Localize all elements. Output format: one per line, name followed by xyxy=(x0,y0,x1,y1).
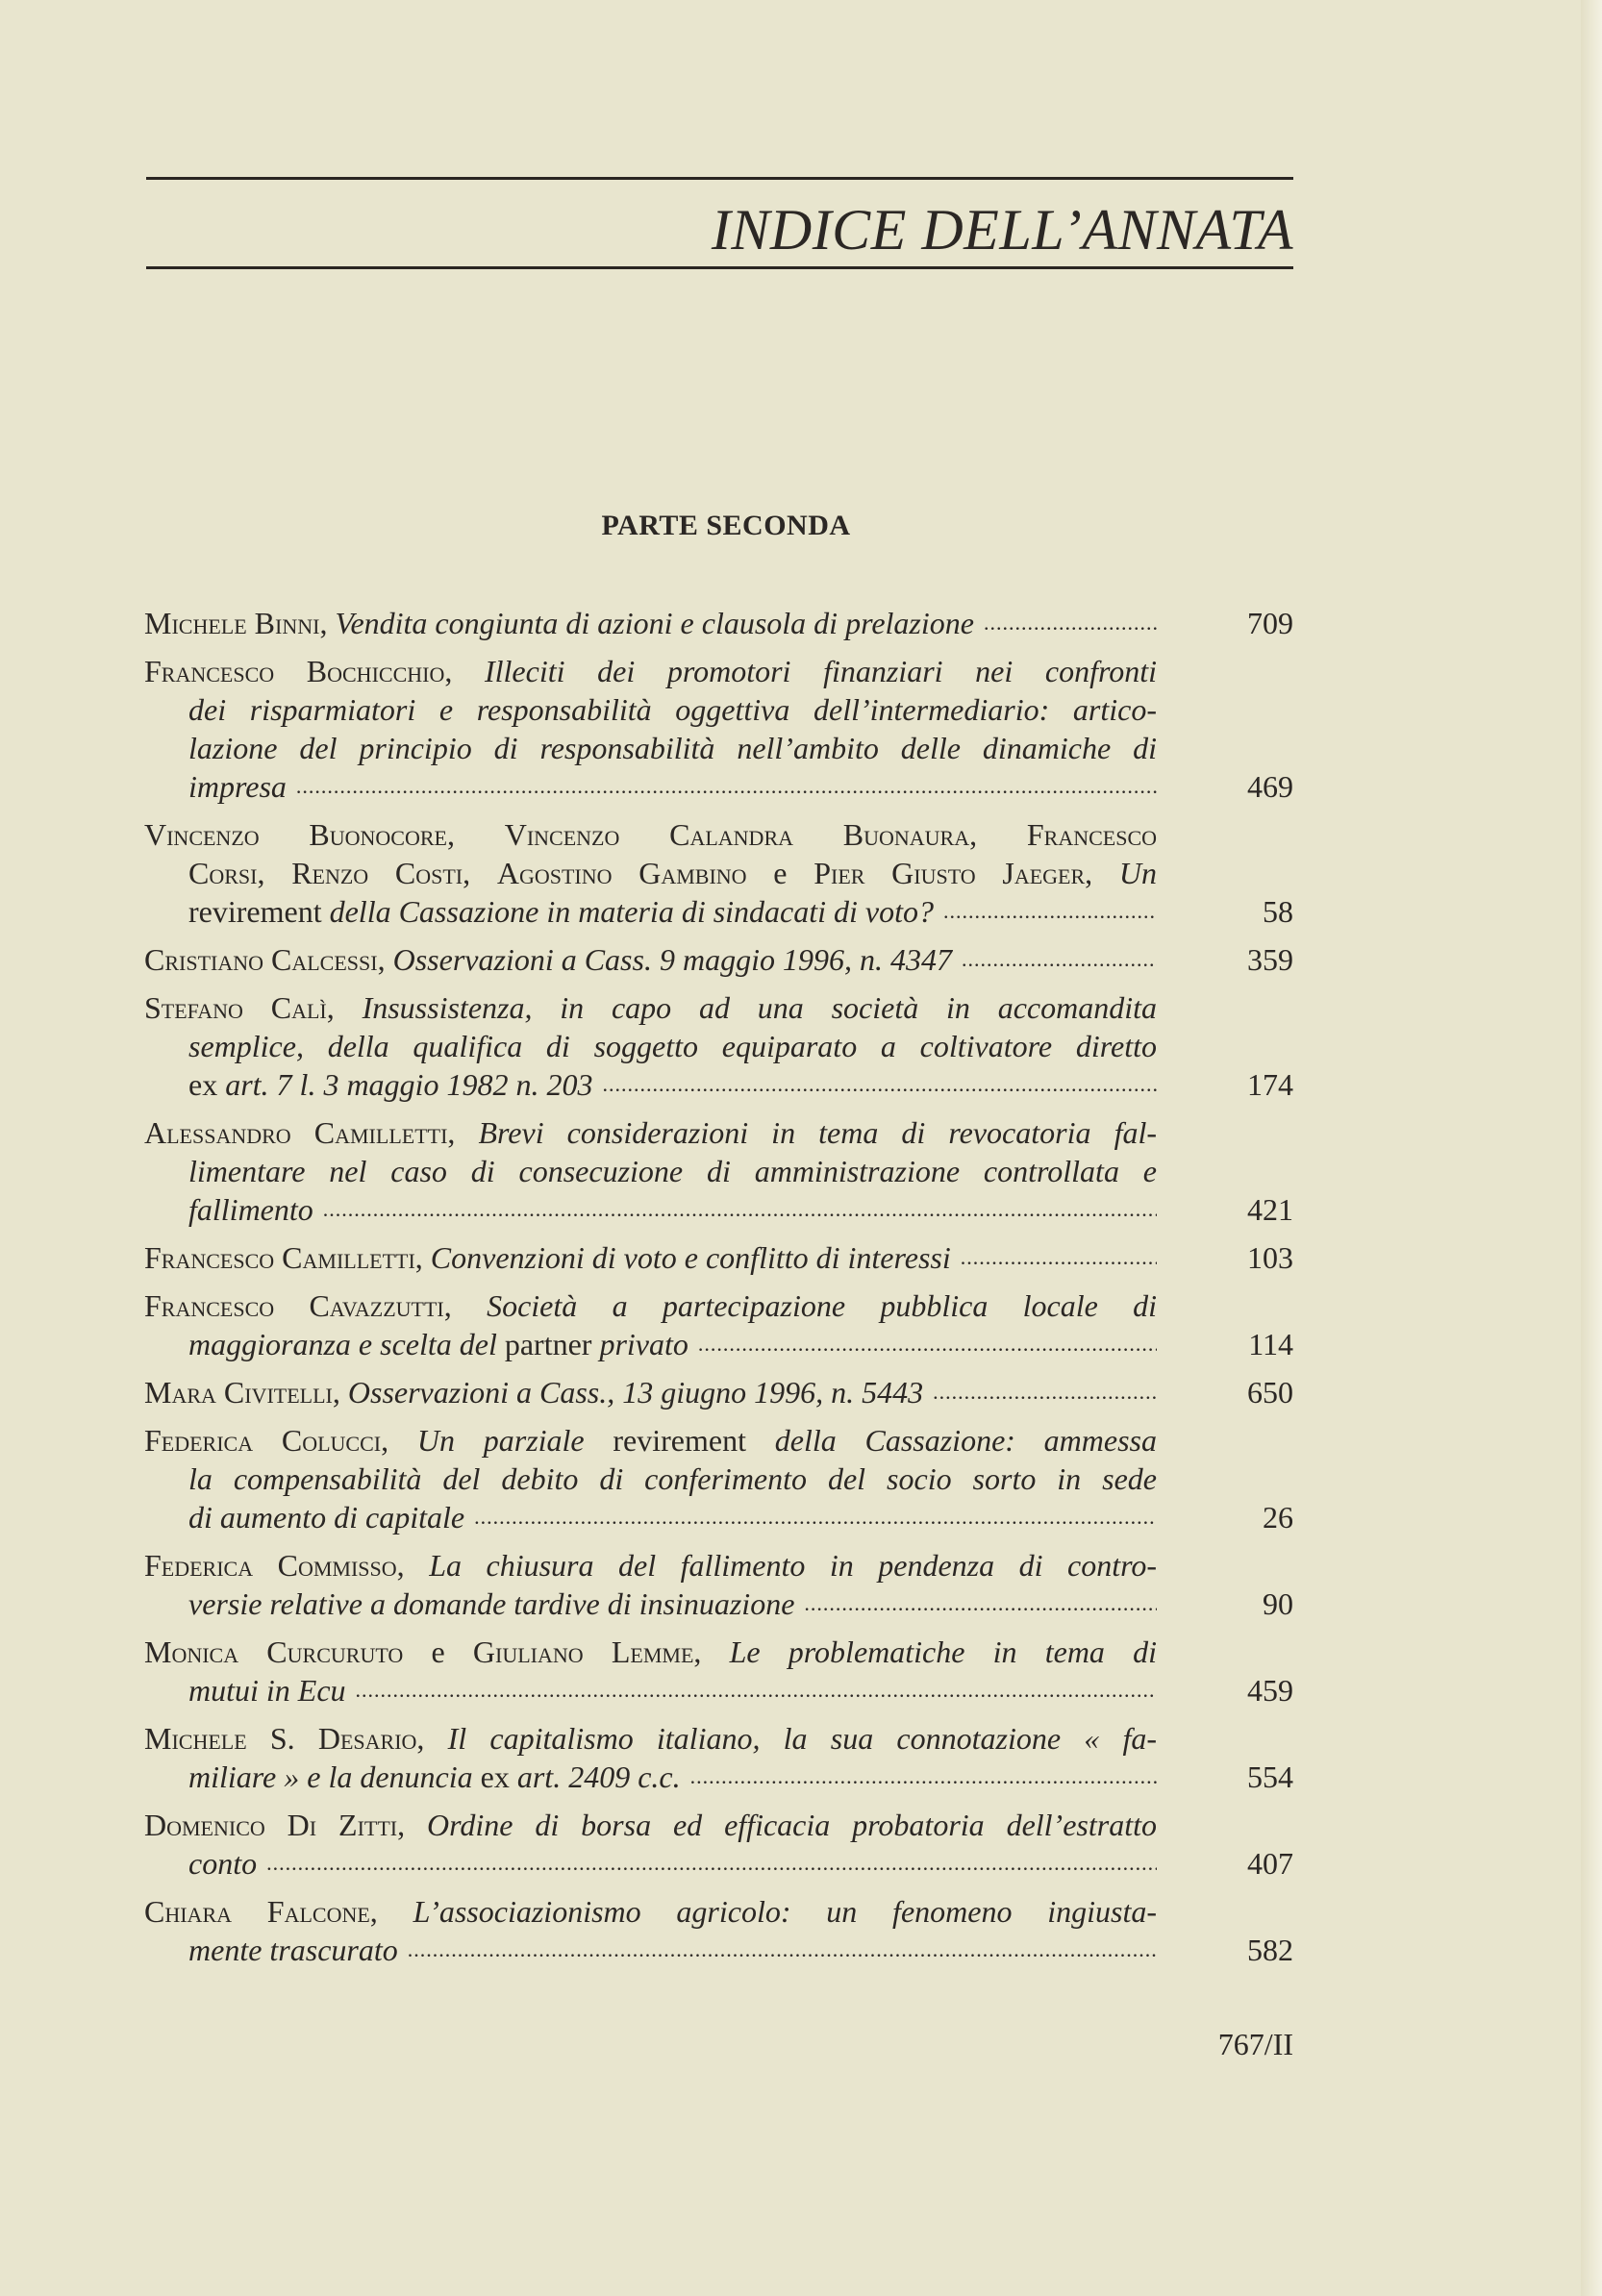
article-title: versie relative a domande tardive di insinuazione xyxy=(188,1586,795,1621)
entry-text xyxy=(144,1373,1157,1411)
entry-line xyxy=(144,1373,1157,1411)
author-name: Cristiano Calcessi xyxy=(144,942,378,977)
entry-line xyxy=(144,1931,1157,1969)
entry-line xyxy=(144,1671,1157,1710)
article-title: Convenzioni di voto e conflitto di interessi xyxy=(430,1240,951,1275)
entry-line xyxy=(144,1806,1157,1844)
article-title: Osservazioni a Cass. 9 maggio 1996, n. 4347 xyxy=(392,942,952,977)
index-entry xyxy=(144,1892,1293,1969)
article-title: lazione del principio di responsabilità nell’ambito delle dinamiche di xyxy=(188,731,1157,765)
entry-line-text xyxy=(188,1931,398,1969)
author-name: Francesco Camilletti xyxy=(144,1240,415,1275)
article-title: dei risparmiatori e responsabilità oggettiva dell’intermediario: artico- xyxy=(188,692,1157,727)
entry-text xyxy=(144,1892,1157,1969)
article-title: Un parziale xyxy=(416,1423,613,1458)
article-title: semplice, della qualifica di soggetto equiparato a coltivatore diretto xyxy=(188,1029,1157,1063)
index-entry xyxy=(144,1373,1293,1411)
article-title: fallimento xyxy=(188,1192,313,1227)
author-name: Vincenzo Calandra Buonaura xyxy=(504,817,970,852)
text-segment: , xyxy=(463,856,497,890)
article-title: conto xyxy=(188,1846,258,1881)
entry-line-text xyxy=(188,1325,688,1363)
entry-line xyxy=(144,1190,1157,1229)
entry-line xyxy=(144,815,1157,854)
text-segment: , xyxy=(444,654,485,688)
text-segment: partner xyxy=(504,1327,592,1361)
dot-leader xyxy=(943,892,1157,931)
page-number: 421 xyxy=(1247,1192,1293,1227)
author-name: Alessandro Camilletti xyxy=(144,1115,448,1150)
entry-text xyxy=(144,1546,1157,1623)
title-rule-top xyxy=(146,177,1293,180)
author-name: Monica Curcuruto xyxy=(144,1635,404,1669)
entry-line xyxy=(144,652,1157,690)
text-segment: , xyxy=(693,1635,730,1669)
page-number: 103 xyxy=(1247,1240,1293,1275)
page-number: 582 xyxy=(1247,1933,1293,1967)
text-segment: , xyxy=(397,1808,427,1842)
entry-line-text xyxy=(144,604,974,642)
page-number: 650 xyxy=(1247,1375,1293,1410)
entry-line-text xyxy=(188,767,287,806)
page-number: 407 xyxy=(1247,1846,1293,1881)
text-segment: , xyxy=(446,817,505,852)
entry-line xyxy=(144,1238,1157,1277)
dot-leader xyxy=(323,1190,1157,1229)
entry-line xyxy=(144,1758,1157,1796)
index-entry xyxy=(144,1806,1293,1883)
page-number: 26 xyxy=(1263,1500,1293,1535)
entry-line xyxy=(144,1460,1157,1498)
entry-text xyxy=(144,1633,1157,1710)
index-entry xyxy=(144,652,1293,806)
entry-line xyxy=(144,1585,1157,1623)
text-segment: , xyxy=(969,817,1027,852)
text-segment: , xyxy=(381,1423,417,1458)
entry-line xyxy=(144,604,1157,642)
entry-text xyxy=(144,815,1157,931)
author-name: Giuliano Lemme xyxy=(472,1635,694,1669)
entry-line xyxy=(144,1065,1157,1104)
index-entry xyxy=(144,604,1293,642)
page-number: 90 xyxy=(1263,1586,1293,1621)
author-name: Renzo Costi xyxy=(291,856,463,890)
index-entry xyxy=(144,1546,1293,1623)
page-number: 459 xyxy=(1247,1673,1293,1708)
dot-leader xyxy=(804,1585,1157,1623)
entry-line xyxy=(144,1844,1157,1883)
entry-line-text xyxy=(144,1373,923,1411)
article-title: della Cassazione: ammessa xyxy=(745,1423,1158,1458)
article-title: Illeciti dei promotori finanziari nei confronti xyxy=(484,654,1158,688)
text-segment: , xyxy=(414,1240,431,1275)
entry-text xyxy=(144,1806,1157,1883)
article-title: della Cassazione in materia di sindacati di voto? xyxy=(321,894,935,929)
article-title: di aumento di capitale xyxy=(188,1500,465,1535)
index-entry xyxy=(144,815,1293,931)
entry-line xyxy=(144,690,1157,729)
page-edge xyxy=(1581,0,1602,2296)
text-segment: ex xyxy=(480,1759,510,1794)
article-title: privato xyxy=(591,1327,688,1361)
article-title: Società a partecipazione pubblica locale di xyxy=(487,1288,1158,1323)
author-name: Francesco xyxy=(1026,817,1158,852)
index-entry xyxy=(144,1633,1293,1710)
dot-leader xyxy=(933,1373,1157,1411)
page-number: 554 xyxy=(1247,1759,1293,1794)
entry-line xyxy=(144,892,1157,931)
entry-line xyxy=(144,1325,1157,1363)
entry-text xyxy=(144,1113,1157,1229)
author-name: Corsi xyxy=(188,856,258,890)
article-title: Osservazioni a Cass., 13 giugno 1996, n. 5443 xyxy=(347,1375,924,1410)
article-title: miliare » e la denuncia xyxy=(188,1759,481,1794)
text-segment: ex xyxy=(188,1067,218,1102)
text-segment: revirement xyxy=(188,894,322,929)
entry-text xyxy=(144,652,1157,806)
text-segment: , xyxy=(257,856,292,890)
entry-line-text xyxy=(188,1585,794,1623)
index-entry xyxy=(144,988,1293,1104)
author-name: Vincenzo Buonocore xyxy=(144,817,447,852)
page-number: 58 xyxy=(1263,894,1293,929)
author-name: Federica Colucci xyxy=(144,1423,382,1458)
entry-line-text xyxy=(188,1844,257,1883)
author-name: Domenico Di Zitti xyxy=(144,1808,398,1842)
entry-line xyxy=(144,940,1157,979)
text-segment: e xyxy=(746,856,814,890)
page-number: 174 xyxy=(1247,1067,1293,1102)
text-segment: , xyxy=(1085,856,1119,890)
text-segment: , xyxy=(377,942,393,977)
entry-line-text xyxy=(144,940,952,979)
author-name: Francesco Cavazzutti xyxy=(144,1288,444,1323)
dot-leader xyxy=(698,1325,1157,1363)
page-number: 469 xyxy=(1247,769,1293,804)
article-title: impresa xyxy=(188,769,287,804)
dot-leader xyxy=(266,1844,1157,1883)
article-title: Il capitalismo italiano, la sua connotazione « fa- xyxy=(447,1721,1158,1756)
author-name: Mara Civitelli xyxy=(144,1375,333,1410)
entry-line-text xyxy=(144,1238,951,1277)
entry-text xyxy=(144,1286,1157,1363)
article-title: la compensabilità del debito di conferimento del socio sorto in sede xyxy=(188,1461,1157,1496)
text-segment: , xyxy=(326,990,363,1025)
entry-line xyxy=(144,1027,1157,1065)
article-title: Brevi considerazioni in tema di revocatoria fal- xyxy=(478,1115,1158,1150)
article-title: Ordine di borsa ed efficacia probatoria dell’estratto xyxy=(427,1808,1157,1842)
entry-line xyxy=(144,1546,1157,1585)
section-heading: PARTE SECONDA xyxy=(601,510,851,541)
entry-line xyxy=(144,1892,1157,1931)
author-name: Michele S. Desario xyxy=(144,1721,417,1756)
dot-leader xyxy=(961,1238,1157,1277)
entry-line xyxy=(144,1113,1157,1152)
entry-line xyxy=(144,729,1157,767)
page-number: 114 xyxy=(1248,1327,1293,1361)
article-title: mutui in Ecu xyxy=(188,1673,346,1708)
text-segment: , xyxy=(447,1115,479,1150)
entry-line-text xyxy=(188,1065,592,1104)
index-entry xyxy=(144,1421,1293,1536)
index-entry xyxy=(144,1238,1293,1277)
text-segment: revirement xyxy=(613,1423,746,1458)
index-entries xyxy=(144,604,1293,1979)
author-name: Francesco Bochicchio xyxy=(144,654,445,688)
text-segment: e xyxy=(403,1635,473,1669)
entry-line-text xyxy=(188,892,934,931)
entry-line xyxy=(144,1719,1157,1758)
text-segment: , xyxy=(369,1894,413,1929)
entry-text xyxy=(144,1719,1157,1796)
article-title: Vendita congiunta di azioni e clausola di prelazione xyxy=(335,606,974,640)
text-segment: , xyxy=(416,1721,448,1756)
entry-line-text xyxy=(188,1190,313,1229)
text-segment: , xyxy=(319,606,336,640)
entry-line xyxy=(144,767,1157,806)
entry-line-text xyxy=(188,1758,681,1796)
entry-line-text xyxy=(188,1498,464,1536)
page-number: 709 xyxy=(1247,606,1293,640)
index-entry xyxy=(144,1286,1293,1363)
article-title: maggioranza e scelta del xyxy=(188,1327,505,1361)
article-title: art. 2409 c.c. xyxy=(509,1759,681,1794)
author-name: Michele Binni xyxy=(144,606,320,640)
text-segment: , xyxy=(396,1548,430,1583)
author-name: Federica Commisso xyxy=(144,1548,397,1583)
dot-leader xyxy=(408,1931,1157,1969)
entry-line xyxy=(144,1286,1157,1325)
dot-leader xyxy=(984,604,1157,642)
text-segment: , xyxy=(443,1288,488,1323)
article-title: limentare nel caso di consecuzione di amministrazione controllata e xyxy=(188,1154,1157,1188)
dot-leader xyxy=(690,1758,1157,1796)
entry-text xyxy=(144,988,1157,1104)
author-name: Stefano Calì xyxy=(144,990,327,1025)
author-name: Chiara Falcone xyxy=(144,1894,370,1929)
dot-leader xyxy=(602,1065,1157,1104)
entry-line-text xyxy=(188,1671,346,1710)
article-title: Un xyxy=(1118,856,1157,890)
article-title: mente trascurato xyxy=(188,1933,398,1967)
entry-line xyxy=(144,1152,1157,1190)
page-folio: 767/II xyxy=(1217,2027,1293,2061)
title-rule-bottom xyxy=(146,266,1293,269)
entry-line xyxy=(144,1633,1157,1671)
author-name: Agostino Gambino xyxy=(496,856,747,890)
dot-leader xyxy=(474,1498,1157,1536)
article-title: L’associazionismo agricolo: un fenomeno ingiusta- xyxy=(413,1894,1158,1929)
entry-line xyxy=(144,1498,1157,1536)
page-title: INDICE DELL’ANNATA xyxy=(711,198,1293,262)
index-entry xyxy=(144,1719,1293,1796)
entry-text xyxy=(144,604,1157,642)
author-name: Pier Giusto Jaeger xyxy=(814,856,1086,890)
entry-text xyxy=(144,940,1157,979)
entry-text xyxy=(144,1238,1157,1277)
article-title: art. 7 l. 3 maggio 1982 n. 203 xyxy=(217,1067,593,1102)
entry-line xyxy=(144,854,1157,892)
text-segment: , xyxy=(332,1375,348,1410)
index-entry xyxy=(144,1113,1293,1229)
entry-line xyxy=(144,988,1157,1027)
article-title: La chiusura del fallimento in pendenza di contro- xyxy=(429,1548,1158,1583)
dot-leader xyxy=(356,1671,1157,1710)
article-title: Insussistenza, in capo ad una società in accomandita xyxy=(362,990,1158,1025)
page-number: 359 xyxy=(1247,942,1293,977)
dot-leader xyxy=(962,940,1157,979)
entry-line xyxy=(144,1421,1157,1460)
article-title: Le problematiche in tema di xyxy=(729,1635,1158,1669)
dot-leader xyxy=(296,767,1157,806)
entry-text xyxy=(144,1421,1157,1536)
index-entry xyxy=(144,940,1293,979)
